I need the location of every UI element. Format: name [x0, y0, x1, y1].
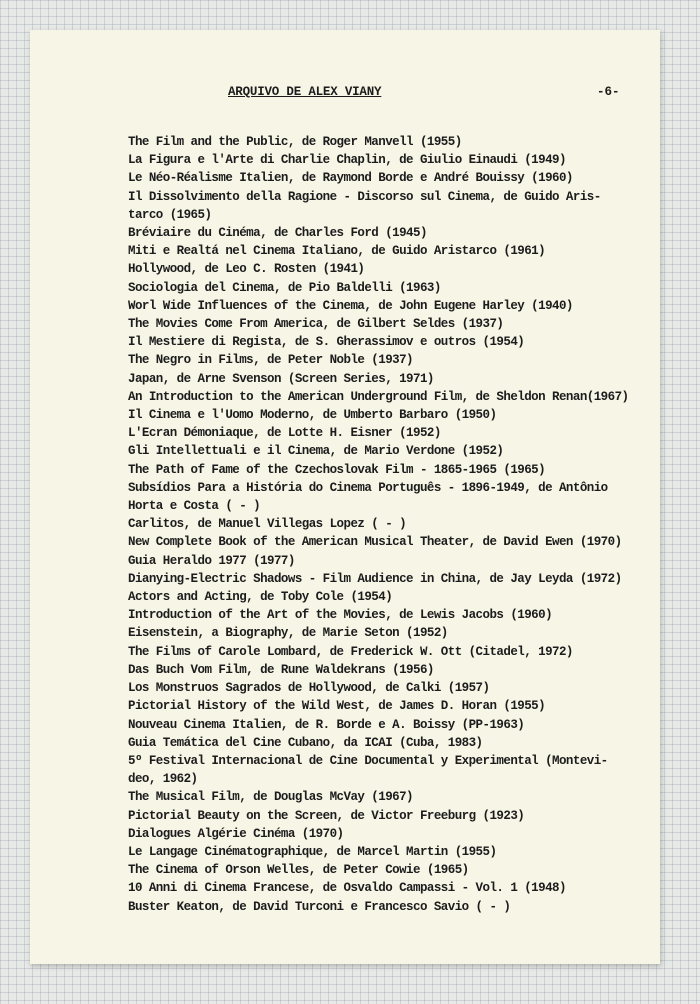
- list-item: [128, 588, 668, 606]
- entry-text: Gli Intellettuali e il Cinema, de Mario Verdone (1952): [128, 444, 504, 459]
- list-item: [128, 224, 668, 242]
- list-item: [128, 406, 668, 424]
- entry-text: Das Buch Vom Film, de Rune Waldekrans (1956): [128, 662, 434, 677]
- entry-text: Le Langage Cinématographique, de Marcel Martin (1955): [128, 844, 497, 859]
- entry-continuation: Horta e Costa ( - ): [128, 499, 261, 514]
- entry-text: The Cinema of Orson Welles, de Peter Cowie (1965): [128, 863, 469, 878]
- entry-text: Guia Temática del Cine Cubano, da ICAI (Cuba, 1983): [128, 735, 483, 750]
- list-item: [128, 752, 668, 788]
- list-item: [128, 898, 668, 916]
- entry-text: An Introduction to the American Underground Film, de Sheldon Renan(1967): [128, 389, 629, 404]
- list-item: [128, 716, 668, 734]
- entry-text: Actors and Acting, de Toby Cole (1954): [128, 590, 393, 605]
- list-item: [128, 643, 668, 661]
- entry-text: Buster Keaton, de David Turconi e Francesco Savio ( - ): [128, 899, 511, 914]
- entry-text: Il Mestiere di Regista, de S. Gherassimov e outros (1954): [128, 335, 525, 350]
- list-item: [128, 788, 668, 806]
- entry-text: Il Cinema e l'Uomo Moderno, de Umberto Barbaro (1950): [128, 408, 497, 423]
- entry-text: Bréviaire du Cinéma, de Charles Ford (1945): [128, 226, 427, 241]
- list-item: [128, 533, 668, 551]
- entry-text: 10 Anni di Cinema Francese, de Osvaldo Campassi - Vol. 1 (1948): [128, 881, 566, 896]
- entry-text: New Complete Book of the American Musical Theater, de David Ewen (1970): [128, 535, 622, 550]
- entry-text: The Negro in Films, de Peter Noble (1937): [128, 353, 414, 368]
- entry-text: The Films of Carole Lombard, de Frederick W. Ott (Citadel, 1972): [128, 644, 573, 659]
- list-item: [128, 333, 668, 351]
- page-number: -6-: [597, 85, 620, 99]
- list-item: [128, 679, 668, 697]
- entry-text: Carlitos, de Manuel Villegas Lopez ( - ): [128, 517, 407, 532]
- entry-text: The Musical Film, de Douglas McVay (1967): [128, 790, 414, 805]
- entry-text: Miti e Realtá nel Cinema Italiano, de Guido Aristarco (1961): [128, 244, 546, 259]
- entry-continuation: tarco (1965): [128, 207, 212, 222]
- entry-text: L'Ecran Démoniaque, de Lotte H. Eisner (1952): [128, 426, 441, 441]
- entry-text: The Film and the Public, de Roger Manvell (1955): [128, 135, 462, 149]
- list-item: [128, 843, 668, 861]
- entry-text: Nouveau Cinema Italien, de R. Borde e A. Boissy (PP-1963): [128, 717, 525, 732]
- list-item: [128, 879, 668, 897]
- list-item: [128, 297, 668, 315]
- entry-text: Pictorial History of the Wild West, de James D. Horan (1955): [128, 699, 546, 714]
- bibliography-list: [128, 133, 668, 916]
- list-item: [128, 734, 668, 752]
- list-item: [128, 861, 668, 879]
- entry-text: Dialogues Algérie Cinéma (1970): [128, 826, 344, 841]
- list-item: [128, 315, 668, 333]
- list-item: [128, 351, 668, 369]
- entry-text: La Figura e l'Arte di Charlie Chaplin, de Giulio Einaudi (1949): [128, 153, 566, 168]
- entry-text: Il Dissolvimento della Ragione - Discorso sul Cinema, de Guido Aris-: [128, 189, 601, 204]
- list-item: [128, 388, 668, 406]
- entry-text: Subsídios Para a História do Cinema Português - 1896-1949, de Antônio: [128, 480, 608, 495]
- entry-text: Guia Heraldo 1977 (1977): [128, 553, 295, 568]
- document-title: ARQUIVO DE ALEX VIANY: [228, 85, 382, 99]
- list-item: [128, 133, 668, 151]
- list-item: [128, 697, 668, 715]
- list-item: [128, 552, 668, 570]
- entry-text: Eisenstein, a Biography, de Marie Seton (1952): [128, 626, 448, 641]
- list-item: [128, 606, 668, 624]
- list-item: [128, 825, 668, 843]
- list-item: [128, 624, 668, 642]
- list-item: [128, 169, 668, 187]
- entry-continuation: deo, 1962): [128, 772, 198, 787]
- list-item: [128, 151, 668, 169]
- entry-text: Worl Wide Influences of the Cinema, de John Eugene Harley (1940): [128, 298, 573, 313]
- list-item: [128, 242, 668, 260]
- entry-text: Sociologia del Cinema, de Pio Baldelli (1963): [128, 280, 441, 295]
- list-item: [128, 461, 668, 479]
- list-item: [128, 260, 668, 278]
- list-item: [128, 188, 668, 224]
- entry-text: Dianying-Electric Shadows - Film Audience in China, de Jay Leyda (1972): [128, 571, 622, 586]
- entry-text: Japan, de Arne Svenson (Screen Series, 1971): [128, 371, 434, 386]
- entry-text: Pictorial Beauty on the Screen, de Victor Freeburg (1923): [128, 808, 525, 823]
- entry-text: The Movies Come From America, de Gilbert Seldes (1937): [128, 317, 504, 332]
- list-item: [128, 442, 668, 460]
- list-item: [128, 370, 668, 388]
- list-item: [128, 479, 668, 515]
- list-item: [128, 515, 668, 533]
- list-item: [128, 661, 668, 679]
- entry-text: Le Néo-Réalisme Italien, de Raymond Borde e André Bouissy (1960): [128, 171, 573, 186]
- list-item: [128, 424, 668, 442]
- entry-text: Hollywood, de Leo C. Rosten (1941): [128, 262, 365, 277]
- entry-text: The Path of Fame of the Czechoslovak Film - 1865-1965 (1965): [128, 462, 546, 477]
- list-item: [128, 807, 668, 825]
- list-item: [128, 279, 668, 297]
- entry-text: Los Monstruos Sagrados de Hollywood, de Calki (1957): [128, 681, 490, 696]
- list-item: [128, 570, 668, 588]
- entry-text: 5º Festival Internacional de Cine Documental y Experimental (Montevi-: [128, 753, 608, 768]
- entry-text: Introduction of the Art of the Movies, de Lewis Jacobs (1960): [128, 608, 553, 623]
